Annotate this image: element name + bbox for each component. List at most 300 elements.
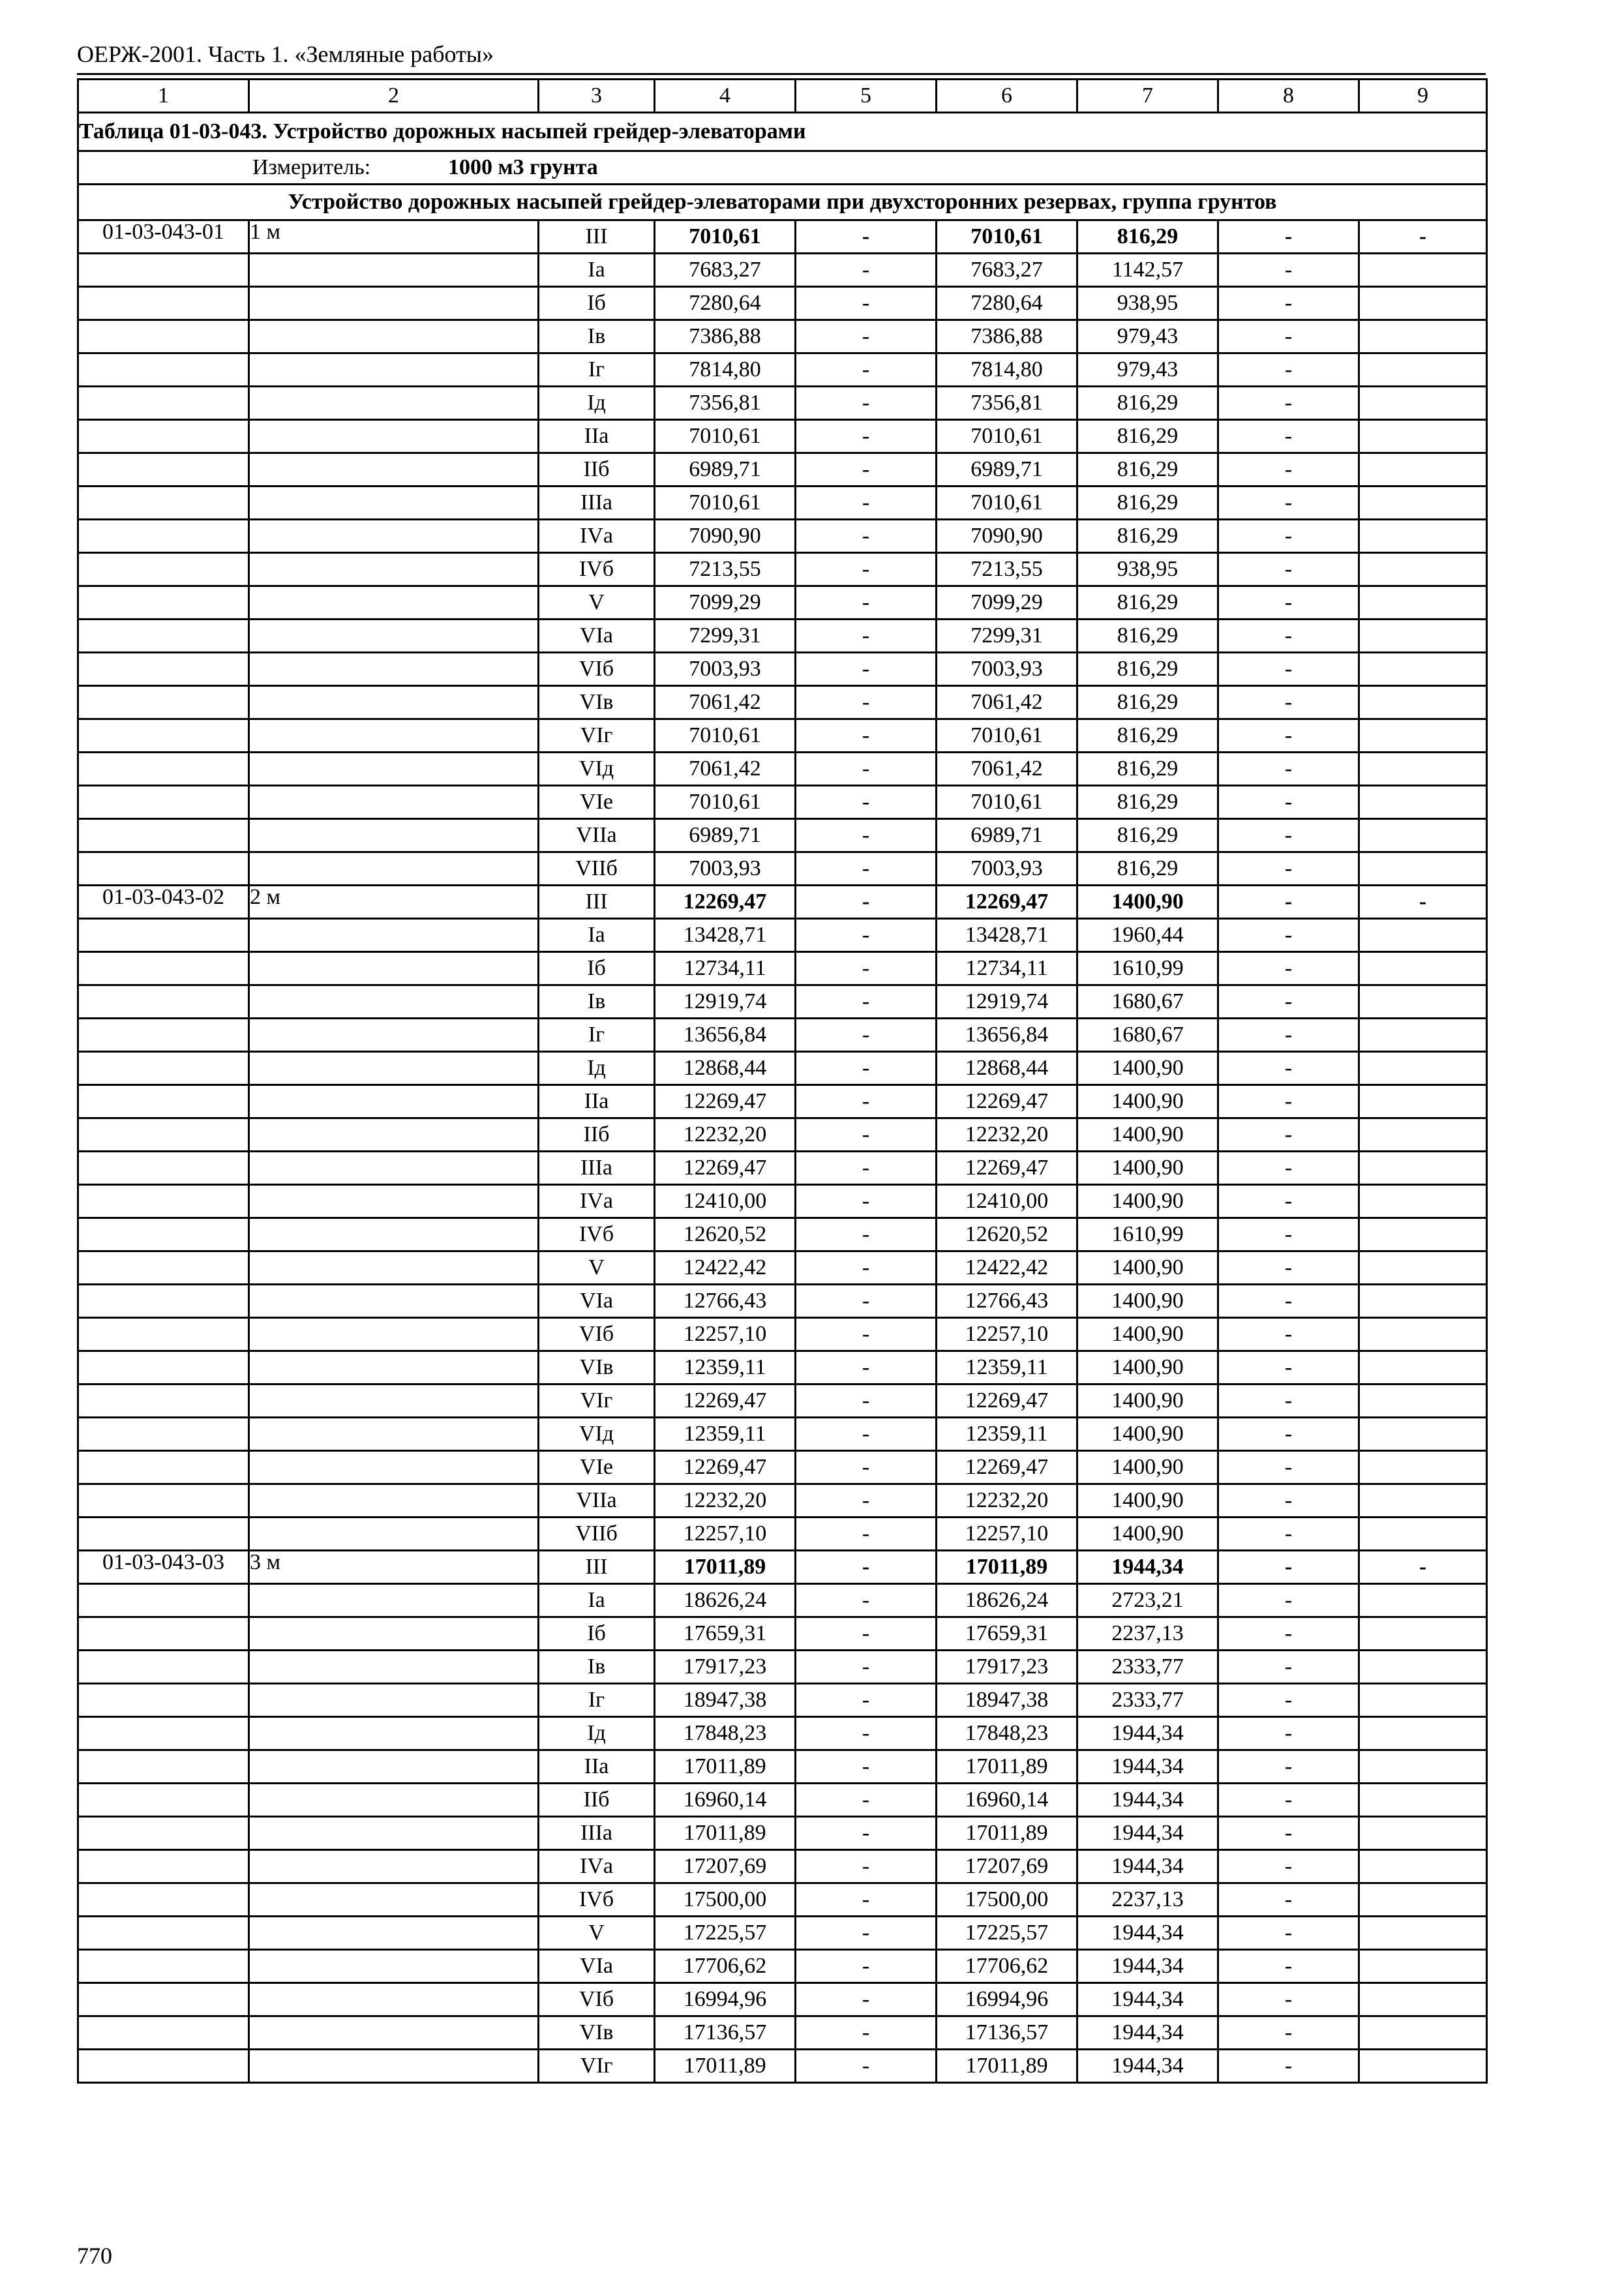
rate-code-cell: [78, 686, 249, 719]
machinist-wages-cell: 816,29: [1077, 620, 1218, 653]
soil-group-cell: IIIа: [539, 1152, 655, 1185]
rate-code-cell: [78, 1750, 249, 1784]
rate-name-cell: [249, 686, 539, 719]
machinist-wages-cell: 1944,34: [1077, 1817, 1218, 1850]
machine-cost-cell: 17225,57: [937, 1917, 1077, 1950]
materials-cell: -: [1218, 620, 1359, 653]
table-row: [78, 686, 1487, 719]
wages-cell: -: [796, 453, 937, 486]
page-number: 770: [77, 2243, 112, 2269]
rate-code-cell: [78, 1784, 249, 1817]
column-number: 8: [1218, 80, 1359, 113]
machine-cost-cell: 12766,43: [937, 1285, 1077, 1318]
wages-cell: -: [796, 919, 937, 952]
col9-cell: [1359, 1684, 1487, 1717]
machinist-wages-cell: 1944,34: [1077, 1850, 1218, 1883]
machine-cost-cell: 7003,93: [937, 852, 1077, 886]
soil-group-cell: Iв: [539, 1651, 655, 1684]
total-cost-cell: 12269,47: [655, 1085, 796, 1118]
machine-cost-cell: 7299,31: [937, 620, 1077, 653]
materials-cell: -: [1218, 353, 1359, 387]
soil-group-cell: Iб: [539, 952, 655, 985]
total-cost-cell: 17136,57: [655, 2016, 796, 2050]
total-cost-cell: 12734,11: [655, 952, 796, 985]
materials-cell: -: [1218, 1052, 1359, 1085]
col9-cell: [1359, 1651, 1487, 1684]
soil-group-cell: IIа: [539, 1085, 655, 1118]
soil-group-cell: VIб: [539, 1983, 655, 2016]
total-cost-cell: 12919,74: [655, 985, 796, 1019]
wages-cell: -: [796, 287, 937, 320]
table-row: [78, 1784, 1487, 1817]
column-number: 2: [249, 80, 539, 113]
column-number: 9: [1359, 80, 1487, 113]
col9-cell: [1359, 1584, 1487, 1617]
rate-name-cell: [249, 653, 539, 686]
machinist-wages-cell: 816,29: [1077, 220, 1218, 254]
total-cost-cell: 12620,52: [655, 1218, 796, 1251]
rate-name-cell: [249, 952, 539, 985]
rate-code-cell: [78, 353, 249, 387]
soil-group-cell: IVб: [539, 1218, 655, 1251]
rate-code-cell: [78, 1518, 249, 1551]
table-row: [78, 1019, 1487, 1052]
rate-code-cell: [78, 1451, 249, 1484]
col9-cell: [1359, 1251, 1487, 1285]
col9-cell: [1359, 586, 1487, 620]
materials-cell: -: [1218, 1185, 1359, 1218]
rate-name-cell: [249, 486, 539, 520]
table-row: [78, 1850, 1487, 1883]
wages-cell: -: [796, 1518, 937, 1551]
table-row: [78, 586, 1487, 620]
machinist-wages-cell: 1944,34: [1077, 2050, 1218, 2083]
total-cost-cell: 13656,84: [655, 1019, 796, 1052]
machinist-wages-cell: 938,95: [1077, 553, 1218, 586]
soil-group-cell: Iа: [539, 254, 655, 287]
soil-group-cell: VIIа: [539, 819, 655, 852]
rate-name-cell: [249, 1784, 539, 1817]
machinist-wages-cell: 2237,13: [1077, 1617, 1218, 1651]
machine-cost-cell: 17917,23: [937, 1651, 1077, 1684]
wages-cell: -: [796, 1584, 937, 1617]
wages-cell: -: [796, 1850, 937, 1883]
materials-cell: -: [1218, 1518, 1359, 1551]
total-cost-cell: 12359,11: [655, 1418, 796, 1451]
machinist-wages-cell: 1944,34: [1077, 1784, 1218, 1817]
machinist-wages-cell: 816,29: [1077, 453, 1218, 486]
col9-cell: [1359, 1152, 1487, 1185]
machine-cost-cell: 12269,47: [937, 1085, 1077, 1118]
rate-name-cell: [249, 1384, 539, 1418]
rate-code-cell: [78, 952, 249, 985]
rate-name-cell: [249, 254, 539, 287]
total-cost-cell: 7683,27: [655, 254, 796, 287]
materials-cell: -: [1218, 1085, 1359, 1118]
wages-cell: -: [796, 1418, 937, 1451]
table-row: [78, 353, 1487, 387]
materials-cell: -: [1218, 1484, 1359, 1518]
wages-cell: -: [796, 520, 937, 553]
total-cost-cell: 7061,42: [655, 753, 796, 786]
col9-cell: [1359, 1118, 1487, 1152]
wages-cell: -: [796, 1451, 937, 1484]
rate-name-cell: [249, 2016, 539, 2050]
wages-cell: -: [796, 1251, 937, 1285]
rate-name-cell: [249, 320, 539, 353]
materials-cell: -: [1218, 1384, 1359, 1418]
materials-cell: -: [1218, 786, 1359, 819]
materials-cell: -: [1218, 220, 1359, 254]
total-cost-cell: 12422,42: [655, 1251, 796, 1285]
col9-cell: [1359, 387, 1487, 420]
machinist-wages-cell: 816,29: [1077, 819, 1218, 852]
table-row: [78, 1351, 1487, 1384]
materials-cell: -: [1218, 819, 1359, 852]
total-cost-cell: 12257,10: [655, 1318, 796, 1351]
materials-cell: -: [1218, 254, 1359, 287]
col9-cell: [1359, 1218, 1487, 1251]
machinist-wages-cell: 1400,90: [1077, 886, 1218, 919]
rate-name-cell: [249, 1883, 539, 1917]
materials-cell: -: [1218, 1617, 1359, 1651]
rate-code-cell: [78, 1185, 249, 1218]
machine-cost-cell: 7010,61: [937, 719, 1077, 753]
machine-cost-cell: 7356,81: [937, 387, 1077, 420]
rate-code-cell: [78, 819, 249, 852]
machinist-wages-cell: 1400,90: [1077, 1451, 1218, 1484]
col9-cell: [1359, 1817, 1487, 1850]
col9-cell: [1359, 1318, 1487, 1351]
machine-cost-cell: 16960,14: [937, 1784, 1077, 1817]
rate-code-cell: [78, 2050, 249, 2083]
machine-cost-cell: 7280,64: [937, 287, 1077, 320]
wages-cell: -: [796, 719, 937, 753]
materials-cell: -: [1218, 1917, 1359, 1950]
col9-cell: -: [1359, 1551, 1487, 1584]
machine-cost-cell: 12919,74: [937, 985, 1077, 1019]
total-cost-cell: 7010,61: [655, 220, 796, 254]
materials-cell: -: [1218, 1817, 1359, 1850]
materials-cell: -: [1218, 2016, 1359, 2050]
col9-cell: [1359, 1750, 1487, 1784]
machinist-wages-cell: 816,29: [1077, 786, 1218, 819]
total-cost-cell: 7090,90: [655, 520, 796, 553]
total-cost-cell: 7280,64: [655, 287, 796, 320]
wages-cell: -: [796, 1684, 937, 1717]
machine-cost-cell: 17500,00: [937, 1883, 1077, 1917]
table-row: [78, 1152, 1487, 1185]
rate-name-cell: [249, 919, 539, 952]
col9-cell: [1359, 1418, 1487, 1451]
machine-cost-cell: 7099,29: [937, 586, 1077, 620]
col9-cell: [1359, 1883, 1487, 1917]
table-row: [78, 1651, 1487, 1684]
soil-group-cell: VIг: [539, 2050, 655, 2083]
machine-cost-cell: 12868,44: [937, 1052, 1077, 1085]
col9-cell: -: [1359, 220, 1487, 254]
total-cost-cell: 7010,61: [655, 786, 796, 819]
materials-cell: -: [1218, 1318, 1359, 1351]
col9-cell: [1359, 1850, 1487, 1883]
total-cost-cell: 7010,61: [655, 420, 796, 453]
soil-group-cell: VIа: [539, 1950, 655, 1983]
soil-group-cell: IVа: [539, 520, 655, 553]
rate-code-cell: [78, 2016, 249, 2050]
soil-group-cell: IVб: [539, 1883, 655, 1917]
rate-code-cell: [78, 586, 249, 620]
machinist-wages-cell: 1400,90: [1077, 1152, 1218, 1185]
wages-cell: -: [796, 353, 937, 387]
table-row: [78, 1318, 1487, 1351]
rate-name-cell: [249, 1285, 539, 1318]
col9-cell: [1359, 1185, 1487, 1218]
rate-code-cell: [78, 753, 249, 786]
table-row: [78, 453, 1487, 486]
soil-group-cell: VIа: [539, 620, 655, 653]
machinist-wages-cell: 1400,90: [1077, 1052, 1218, 1085]
table-row: [78, 1917, 1487, 1950]
table-row: [78, 553, 1487, 586]
unit-row: [78, 151, 1487, 185]
col9-cell: [1359, 320, 1487, 353]
machinist-wages-cell: 1944,34: [1077, 1950, 1218, 1983]
table-row: [78, 2050, 1487, 2083]
soil-group-cell: V: [539, 1251, 655, 1285]
wages-cell: -: [796, 1950, 937, 1983]
soil-group-cell: Iа: [539, 1584, 655, 1617]
machinist-wages-cell: 1400,90: [1077, 1418, 1218, 1451]
col9-cell: -: [1359, 886, 1487, 919]
wages-cell: -: [796, 886, 937, 919]
total-cost-cell: 12232,20: [655, 1484, 796, 1518]
rate-name-cell: [249, 1651, 539, 1684]
table-row: [78, 1285, 1487, 1318]
materials-cell: -: [1218, 1551, 1359, 1584]
soil-group-cell: IVб: [539, 553, 655, 586]
rate-code-cell: [78, 320, 249, 353]
table-row: [78, 520, 1487, 553]
machine-cost-cell: 7061,42: [937, 753, 1077, 786]
table-row: [78, 2016, 1487, 2050]
col9-cell: [1359, 1085, 1487, 1118]
column-number: 1: [78, 80, 249, 113]
col9-cell: [1359, 254, 1487, 287]
materials-cell: -: [1218, 1784, 1359, 1817]
rate-code-cell: [78, 1052, 249, 1085]
machine-cost-cell: 17011,89: [937, 1551, 1077, 1584]
table-row: [78, 287, 1487, 320]
machine-cost-cell: 12410,00: [937, 1185, 1077, 1218]
machinist-wages-cell: 1944,34: [1077, 1717, 1218, 1750]
rate-name-cell: [249, 353, 539, 387]
total-cost-cell: 7386,88: [655, 320, 796, 353]
machinist-wages-cell: 1960,44: [1077, 919, 1218, 952]
wages-cell: -: [796, 1052, 937, 1085]
machine-cost-cell: 12620,52: [937, 1218, 1077, 1251]
machinist-wages-cell: 1944,34: [1077, 1983, 1218, 2016]
rate-name-cell: [249, 1717, 539, 1750]
materials-cell: -: [1218, 1285, 1359, 1318]
wages-cell: -: [796, 786, 937, 819]
machine-cost-cell: 18626,24: [937, 1584, 1077, 1617]
col9-cell: [1359, 420, 1487, 453]
rate-name-cell: [249, 1085, 539, 1118]
machine-cost-cell: 12269,47: [937, 1451, 1077, 1484]
materials-cell: -: [1218, 1251, 1359, 1285]
rate-code-cell: [78, 1684, 249, 1717]
col9-cell: [1359, 653, 1487, 686]
rate-code-cell: [78, 1384, 249, 1418]
machinist-wages-cell: 1400,90: [1077, 1318, 1218, 1351]
col9-cell: [1359, 553, 1487, 586]
wages-cell: -: [796, 2050, 937, 2083]
soil-group-cell: Iд: [539, 1717, 655, 1750]
rate-name-cell: [249, 1983, 539, 2016]
rate-name-cell: [249, 520, 539, 553]
machine-cost-cell: 7386,88: [937, 320, 1077, 353]
table-row: [78, 220, 1487, 254]
table-row: [78, 1950, 1487, 1983]
rate-name-cell: [249, 387, 539, 420]
header-rule: [77, 73, 1486, 75]
rate-name-cell: [249, 1917, 539, 1950]
rate-name-cell: [249, 1950, 539, 1983]
soil-group-cell: Iв: [539, 985, 655, 1019]
machinist-wages-cell: 2333,77: [1077, 1684, 1218, 1717]
total-cost-cell: 17225,57: [655, 1917, 796, 1950]
total-cost-cell: 12269,47: [655, 1384, 796, 1418]
rate-code-cell: [78, 486, 249, 520]
machine-cost-cell: 7683,27: [937, 254, 1077, 287]
total-cost-cell: 17011,89: [655, 1817, 796, 1850]
soil-group-cell: III: [539, 1551, 655, 1584]
machine-cost-cell: 7213,55: [937, 553, 1077, 586]
rate-code-cell: 01-03-043-01: [78, 220, 249, 254]
machinist-wages-cell: 1400,90: [1077, 1085, 1218, 1118]
rate-code-cell: [78, 1418, 249, 1451]
soil-group-cell: Iг: [539, 353, 655, 387]
soil-group-cell: IIа: [539, 420, 655, 453]
machinist-wages-cell: 2333,77: [1077, 1651, 1218, 1684]
materials-cell: -: [1218, 1883, 1359, 1917]
section-title: Устройство дорожных насыпей грейдер-элеваторами при двухсторонних резервах, группа грунтов: [78, 185, 1487, 220]
wages-cell: -: [796, 220, 937, 254]
rate-name-cell: [249, 1418, 539, 1451]
machinist-wages-cell: 816,29: [1077, 852, 1218, 886]
col9-cell: [1359, 353, 1487, 387]
soil-group-cell: VIIб: [539, 1518, 655, 1551]
rate-code-cell: [78, 1850, 249, 1883]
machinist-wages-cell: 938,95: [1077, 287, 1218, 320]
wages-cell: -: [796, 1817, 937, 1850]
wages-cell: -: [796, 1318, 937, 1351]
rate-name-cell: [249, 453, 539, 486]
machine-cost-cell: 12269,47: [937, 1384, 1077, 1418]
section-title-row: [78, 185, 1487, 220]
rate-code-cell: 01-03-043-02: [78, 886, 249, 919]
machine-cost-cell: 17011,89: [937, 1817, 1077, 1850]
wages-cell: -: [796, 1384, 937, 1418]
machine-cost-cell: 13428,71: [937, 919, 1077, 952]
table-row: [78, 719, 1487, 753]
rate-code-cell: [78, 1651, 249, 1684]
rate-name-cell: [249, 719, 539, 753]
soil-group-cell: V: [539, 1917, 655, 1950]
rate-name-cell: [249, 1251, 539, 1285]
materials-cell: -: [1218, 852, 1359, 886]
materials-cell: -: [1218, 719, 1359, 753]
wages-cell: -: [796, 653, 937, 686]
soil-group-cell: VIа: [539, 1285, 655, 1318]
machine-cost-cell: 17011,89: [937, 1750, 1077, 1784]
table-row: [78, 985, 1487, 1019]
machinist-wages-cell: 816,29: [1077, 420, 1218, 453]
table-row: [78, 1052, 1487, 1085]
soil-group-cell: Iб: [539, 287, 655, 320]
soil-group-cell: IVа: [539, 1185, 655, 1218]
rate-code-cell: [78, 553, 249, 586]
table-row: [78, 753, 1487, 786]
total-cost-cell: 17848,23: [655, 1717, 796, 1750]
soil-group-cell: IIб: [539, 1784, 655, 1817]
table-row: [78, 1218, 1487, 1251]
machine-cost-cell: 12269,47: [937, 886, 1077, 919]
table-row: [78, 387, 1487, 420]
table-row: [78, 1484, 1487, 1518]
soil-group-cell: VIд: [539, 753, 655, 786]
machine-cost-cell: 12257,10: [937, 1318, 1077, 1351]
materials-cell: -: [1218, 653, 1359, 686]
rate-code-cell: [78, 1285, 249, 1318]
wages-cell: -: [796, 1152, 937, 1185]
col9-cell: [1359, 753, 1487, 786]
col9-cell: [1359, 1384, 1487, 1418]
soil-group-cell: VIб: [539, 653, 655, 686]
soil-group-cell: VIв: [539, 2016, 655, 2050]
machinist-wages-cell: 1400,90: [1077, 1118, 1218, 1152]
total-cost-cell: 17011,89: [655, 1750, 796, 1784]
running-header: ОЕРЖ-2001. Часть 1. «Земляные работы»: [77, 41, 494, 67]
rate-name-cell: [249, 1584, 539, 1617]
total-cost-cell: 12269,47: [655, 1451, 796, 1484]
total-cost-cell: 7356,81: [655, 387, 796, 420]
materials-cell: -: [1218, 453, 1359, 486]
machine-cost-cell: 7814,80: [937, 353, 1077, 387]
soil-group-cell: VIе: [539, 786, 655, 819]
rate-name-cell: [249, 1484, 539, 1518]
machinist-wages-cell: 1400,90: [1077, 1251, 1218, 1285]
rate-name-cell: [249, 420, 539, 453]
rate-code-cell: [78, 786, 249, 819]
materials-cell: -: [1218, 1118, 1359, 1152]
soil-group-cell: VIв: [539, 686, 655, 719]
wages-cell: -: [796, 985, 937, 1019]
col9-cell: [1359, 719, 1487, 753]
rate-name-cell: [249, 1617, 539, 1651]
col9-cell: [1359, 819, 1487, 852]
machine-cost-cell: 7003,93: [937, 653, 1077, 686]
table-title-row: [78, 113, 1487, 151]
materials-cell: -: [1218, 985, 1359, 1019]
wages-cell: -: [796, 1185, 937, 1218]
table-row: [78, 952, 1487, 985]
col9-cell: [1359, 852, 1487, 886]
machine-cost-cell: 13656,84: [937, 1019, 1077, 1052]
table-row: [78, 420, 1487, 453]
total-cost-cell: 7814,80: [655, 353, 796, 387]
total-cost-cell: 12257,10: [655, 1518, 796, 1551]
